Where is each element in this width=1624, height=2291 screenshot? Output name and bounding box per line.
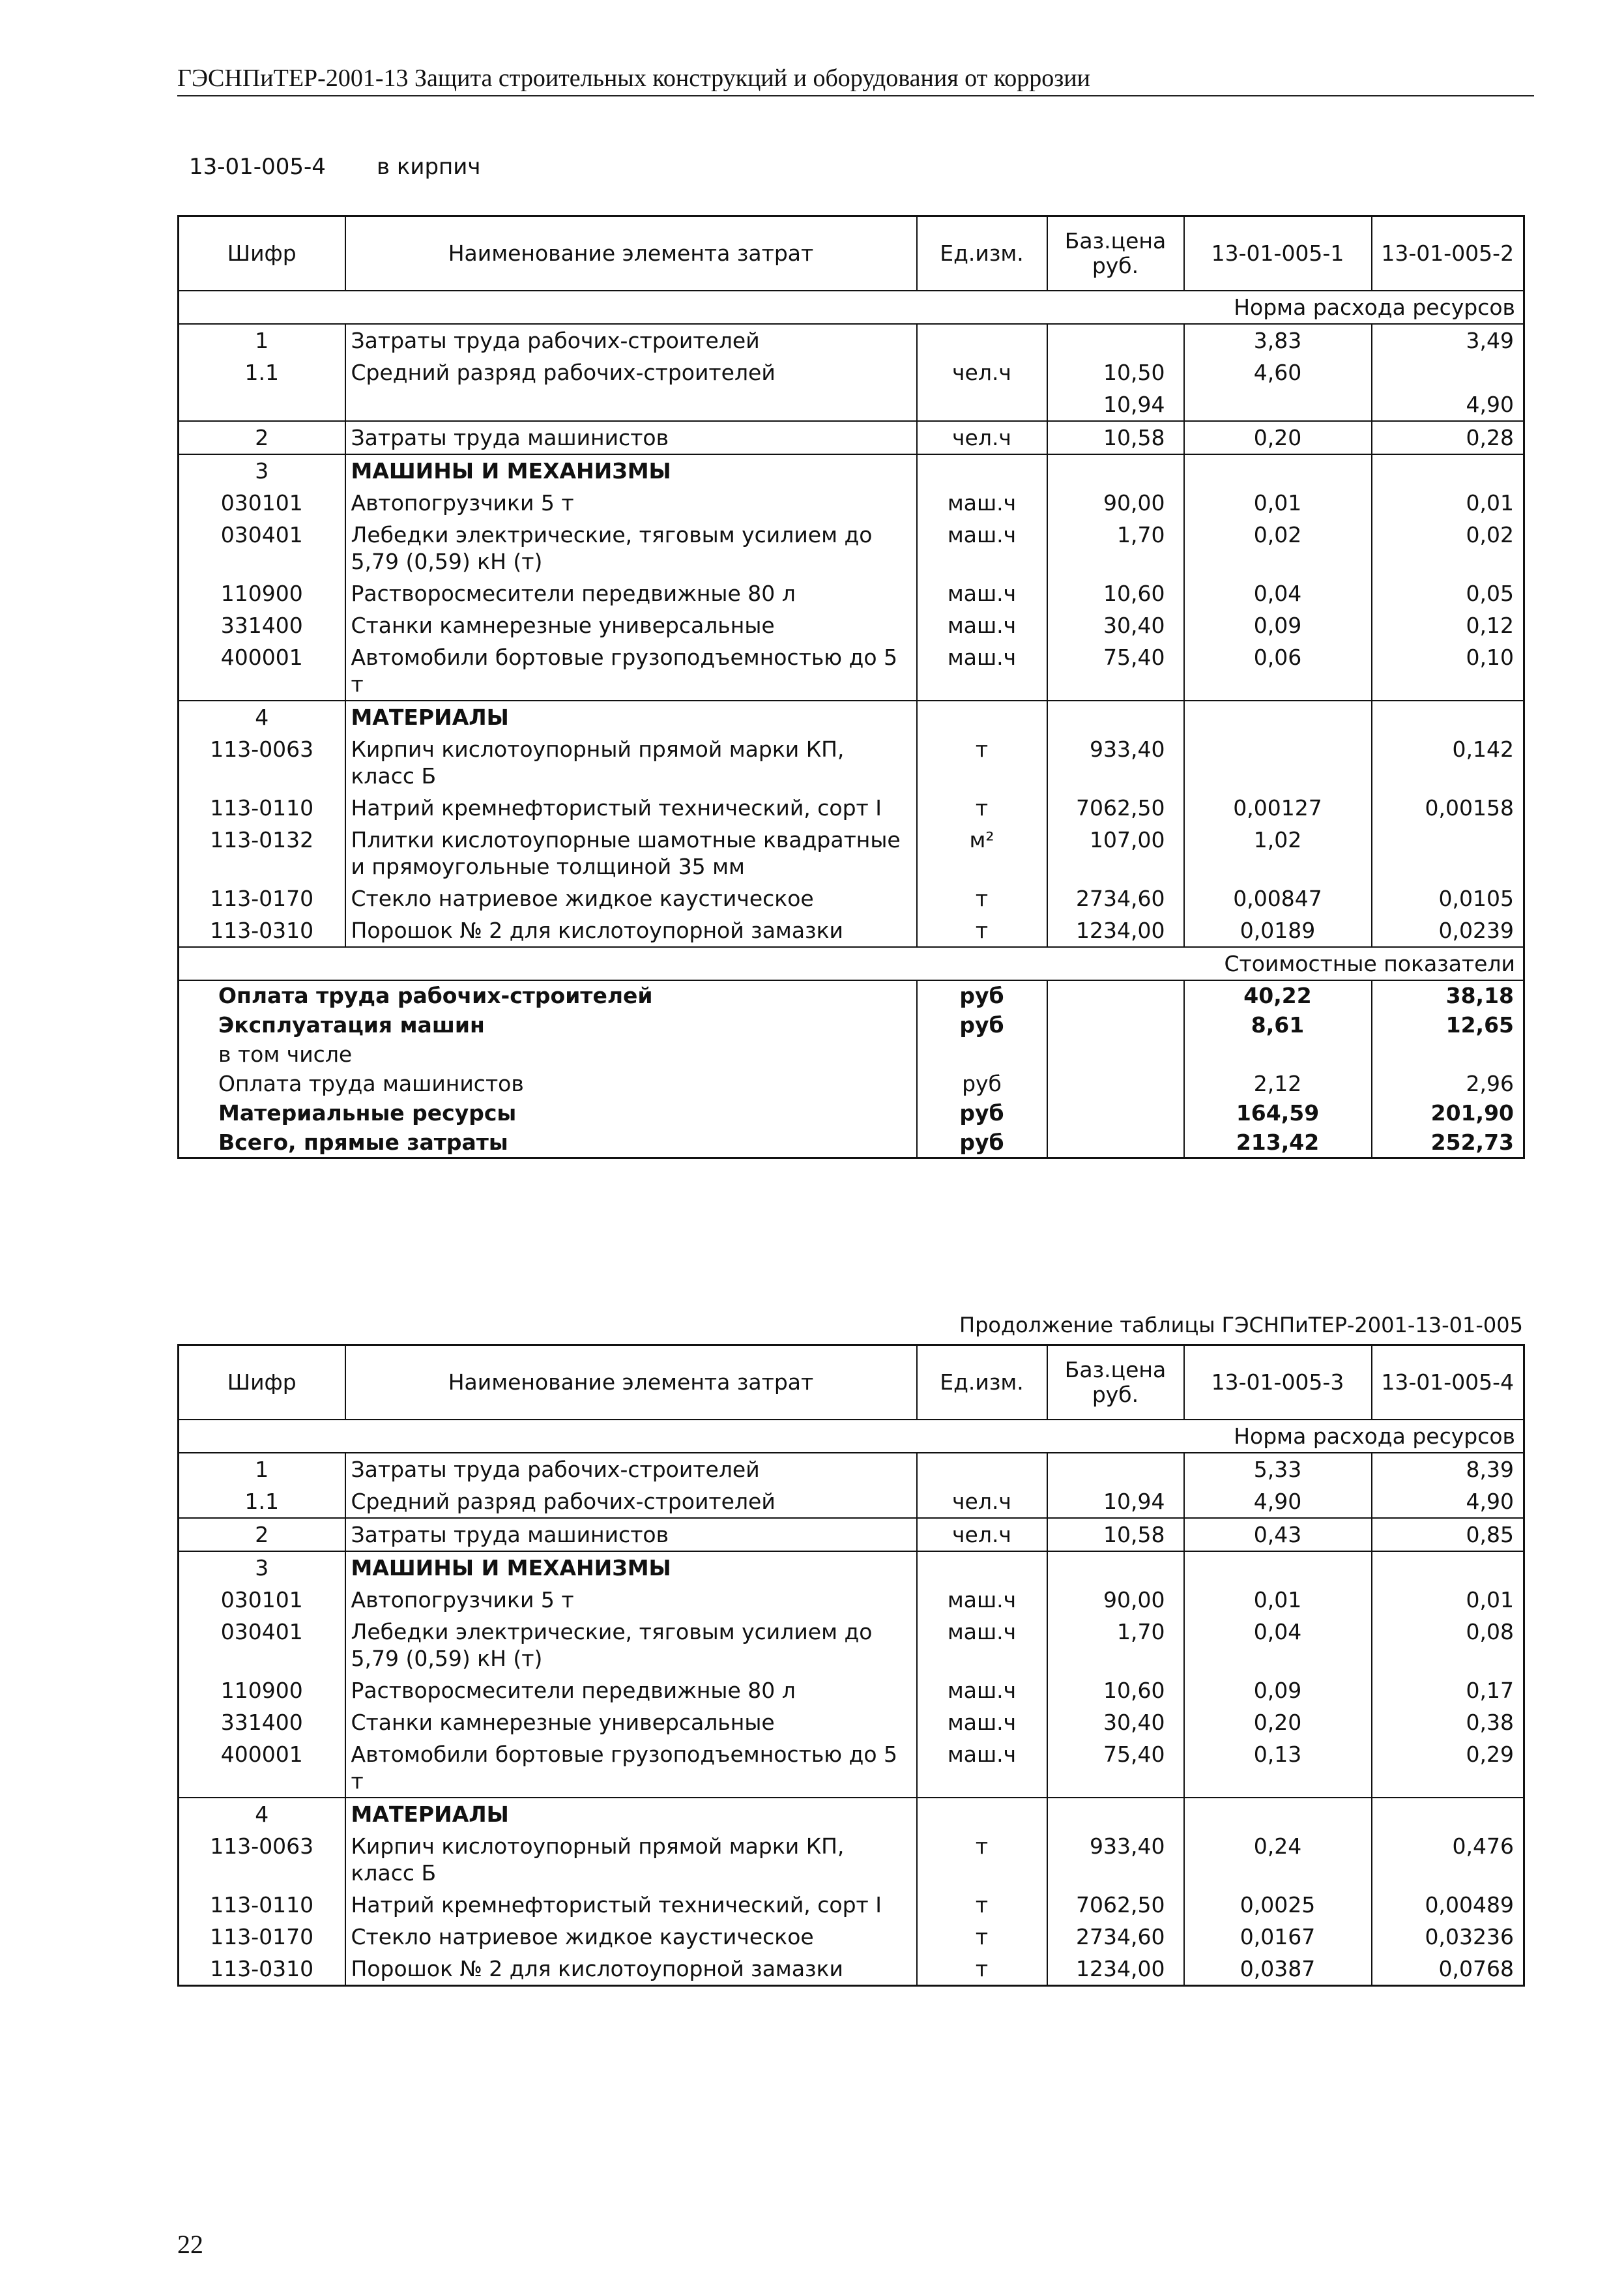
table-row bbox=[179, 1584, 1524, 1616]
row-norm-2: 0,01 bbox=[1466, 1587, 1514, 1612]
row-unit: чел.ч bbox=[917, 1518, 1047, 1551]
row-code: 2 bbox=[179, 421, 345, 454]
row-name: Затраты труда рабочих-строителей bbox=[345, 1453, 917, 1485]
cost-header-label: Стоимостные показатели bbox=[179, 947, 1524, 980]
row-name: МАШИНЫ И МЕХАНИЗМЫ bbox=[345, 454, 917, 487]
row-code: 113-0110 bbox=[179, 792, 345, 824]
row-norm-1: 0,20 bbox=[1184, 421, 1372, 454]
table-row bbox=[179, 357, 1524, 388]
summary-value-1: 2,12 bbox=[1184, 1069, 1372, 1098]
norm-header-label: Норма расхода ресурсов bbox=[179, 1420, 1524, 1453]
summary-row bbox=[179, 1040, 1524, 1069]
row-unit: т bbox=[917, 914, 1047, 947]
table-row bbox=[179, 883, 1524, 914]
row-norm-1 bbox=[1184, 454, 1372, 487]
row-code: 331400 bbox=[179, 1706, 345, 1738]
row-name: Кирпич кислотоупорный прямой марки КП, класс Б bbox=[345, 1830, 917, 1889]
row-price bbox=[1047, 454, 1184, 487]
row-unit: т bbox=[917, 1889, 1047, 1921]
section-code: 13-01-005-4 bbox=[189, 154, 326, 180]
row-unit: маш.ч bbox=[917, 1616, 1047, 1674]
row-norm-2: 4,90 bbox=[1466, 392, 1514, 417]
header-divider bbox=[177, 95, 1534, 96]
row-price: 90,00 bbox=[1047, 487, 1184, 519]
row-code: 113-0310 bbox=[179, 914, 345, 947]
norm-header-row bbox=[179, 1420, 1524, 1453]
row-code: 110900 bbox=[179, 577, 345, 609]
row-norm-2: 0,0239 bbox=[1438, 918, 1514, 943]
summary-value-1 bbox=[1184, 1040, 1372, 1069]
row-norm-2 bbox=[1372, 454, 1524, 487]
row-norm-1: 0,0025 bbox=[1184, 1889, 1372, 1921]
row-price: 10,50 bbox=[1047, 357, 1184, 388]
summary-value-1: 213,42 bbox=[1184, 1128, 1372, 1158]
row-code: 1 bbox=[179, 1453, 345, 1485]
row-unit: чел.ч bbox=[917, 357, 1047, 388]
row-unit: маш.ч bbox=[917, 487, 1047, 519]
summary-label: Оплата труда рабочих-строителей bbox=[179, 980, 917, 1010]
table-row bbox=[179, 641, 1524, 701]
col-header-code-2: 13-01-005-2 bbox=[1372, 216, 1524, 291]
row-norm-2: 0,29 bbox=[1466, 1742, 1514, 1767]
summary-unit: руб bbox=[917, 1098, 1047, 1128]
col-header-unit: Ед.изм. bbox=[917, 216, 1047, 291]
row-name: МАТЕРИАЛЫ bbox=[345, 1798, 917, 1830]
table-row bbox=[179, 1518, 1524, 1551]
row-norm-2: 0,0768 bbox=[1438, 1956, 1514, 1981]
row-name: Станки камнерезные универсальные bbox=[345, 1706, 917, 1738]
row-price bbox=[1047, 701, 1184, 733]
row-unit: т bbox=[917, 1830, 1047, 1889]
row-price: 10,58 bbox=[1047, 421, 1184, 454]
row-norm-1: 0,00127 bbox=[1184, 792, 1372, 824]
table-row bbox=[179, 609, 1524, 641]
row-norm-2: 0,05 bbox=[1466, 581, 1514, 606]
table-row bbox=[179, 1921, 1524, 1953]
table-row bbox=[179, 1830, 1524, 1889]
section-description: в кирпич bbox=[377, 154, 481, 180]
row-norm-1: 1,02 bbox=[1184, 824, 1372, 883]
row-name: Растворосмесители передвижные 80 л bbox=[345, 1674, 917, 1706]
row-price: 2734,60 bbox=[1047, 883, 1184, 914]
row-norm-2 bbox=[1372, 1551, 1524, 1584]
row-code bbox=[179, 388, 345, 421]
row-price bbox=[1047, 324, 1184, 357]
table-row bbox=[179, 792, 1524, 824]
row-norm-2: 0,0105 bbox=[1438, 886, 1514, 911]
col-header-code-3: 13-01-005-3 bbox=[1184, 1345, 1372, 1420]
summary-unit: руб bbox=[917, 980, 1047, 1010]
row-unit: чел.ч bbox=[917, 421, 1047, 454]
summary-spacer bbox=[1047, 1098, 1184, 1128]
cost-header-row bbox=[179, 947, 1524, 980]
row-code: 110900 bbox=[179, 1674, 345, 1706]
row-price: 7062,50 bbox=[1047, 1889, 1184, 1921]
row-norm-1: 0,09 bbox=[1184, 609, 1372, 641]
table-row bbox=[179, 1953, 1524, 1986]
row-norm-1: 5,33 bbox=[1184, 1453, 1372, 1485]
row-norm-1: 0,01 bbox=[1184, 1584, 1372, 1616]
row-code: 331400 bbox=[179, 609, 345, 641]
row-norm-1: 0,0189 bbox=[1184, 914, 1372, 947]
row-norm-1: 0,04 bbox=[1184, 577, 1372, 609]
row-norm-2: 0,28 bbox=[1372, 421, 1524, 454]
row-norm-2 bbox=[1372, 1798, 1524, 1830]
row-norm-2: 0,10 bbox=[1466, 645, 1514, 670]
row-norm-1: 4,60 bbox=[1184, 357, 1372, 388]
summary-row bbox=[179, 1098, 1524, 1128]
row-code: 113-0132 bbox=[179, 824, 345, 883]
summary-label: Оплата труда машинистов bbox=[179, 1069, 917, 1098]
row-norm-2: 0,01 bbox=[1466, 490, 1514, 516]
row-unit bbox=[917, 388, 1047, 421]
row-unit: т bbox=[917, 1921, 1047, 1953]
row-norm-1: 4,90 bbox=[1184, 1485, 1372, 1518]
row-price: 2734,60 bbox=[1047, 1921, 1184, 1953]
row-code: 400001 bbox=[179, 641, 345, 701]
row-name: Затраты труда машинистов bbox=[345, 1518, 917, 1551]
row-name: Автопогрузчики 5 т bbox=[345, 487, 917, 519]
row-code: 2 bbox=[179, 1518, 345, 1551]
row-price: 10,58 bbox=[1047, 1518, 1184, 1551]
row-code: 113-0170 bbox=[179, 883, 345, 914]
table-row bbox=[179, 1453, 1524, 1485]
row-code: 4 bbox=[179, 701, 345, 733]
row-price: 75,40 bbox=[1047, 1738, 1184, 1798]
row-norm-2 bbox=[1372, 357, 1524, 388]
table-row bbox=[179, 519, 1524, 577]
row-norm-1: 0,02 bbox=[1184, 519, 1372, 577]
row-name: Затраты труда машинистов bbox=[345, 421, 917, 454]
row-unit: маш.ч bbox=[917, 1584, 1047, 1616]
row-unit: м² bbox=[917, 824, 1047, 883]
row-price bbox=[1047, 1551, 1184, 1584]
row-norm-2: 0,142 bbox=[1452, 737, 1514, 762]
row-price: 1234,00 bbox=[1047, 1953, 1184, 1986]
col-header-unit: Ед.изм. bbox=[917, 1345, 1047, 1420]
row-unit bbox=[917, 1551, 1047, 1584]
row-price: 10,60 bbox=[1047, 1674, 1184, 1706]
row-code: 3 bbox=[179, 1551, 345, 1584]
row-unit bbox=[917, 1453, 1047, 1485]
row-price: 10,94 bbox=[1047, 1485, 1184, 1518]
row-name: Порошок № 2 для кислотоупорной замазки bbox=[345, 914, 917, 947]
table-row bbox=[179, 824, 1524, 883]
table-row bbox=[179, 487, 1524, 519]
row-unit bbox=[917, 454, 1047, 487]
norm-header-label: Норма расхода ресурсов bbox=[179, 291, 1524, 324]
col-header-name: Наименование элемента затрат bbox=[345, 1345, 917, 1420]
row-code: 1.1 bbox=[179, 1485, 345, 1518]
row-norm-1 bbox=[1184, 388, 1372, 421]
row-name: Лебедки электрические, тяговым усилием до 5,79 (0,59) кН (т) bbox=[345, 1616, 917, 1674]
row-price: 30,40 bbox=[1047, 1706, 1184, 1738]
summary-row bbox=[179, 980, 1524, 1010]
row-name: Порошок № 2 для кислотоупорной замазки bbox=[345, 1953, 917, 1986]
row-unit: маш.ч bbox=[917, 1674, 1047, 1706]
row-name: Стекло натриевое жидкое каустическое bbox=[345, 1921, 917, 1953]
summary-value-2: 252,73 bbox=[1430, 1130, 1514, 1155]
row-name: Натрий кремнефтористый технический, сорт I bbox=[345, 792, 917, 824]
row-norm-2: 0,00489 bbox=[1425, 1892, 1514, 1918]
row-price: 90,00 bbox=[1047, 1584, 1184, 1616]
table-row bbox=[179, 914, 1524, 947]
row-name: Затраты труда рабочих-строителей bbox=[345, 324, 917, 357]
row-name: МАШИНЫ И МЕХАНИЗМЫ bbox=[345, 1551, 917, 1584]
summary-label: в том числе bbox=[179, 1040, 917, 1069]
summary-spacer bbox=[1047, 1128, 1184, 1158]
row-unit bbox=[917, 1798, 1047, 1830]
table-row bbox=[179, 1706, 1524, 1738]
row-norm-1: 0,04 bbox=[1184, 1616, 1372, 1674]
table-header-row bbox=[179, 1345, 1524, 1420]
table-row bbox=[179, 577, 1524, 609]
resource-table-1 bbox=[177, 215, 1525, 1159]
row-name: Кирпич кислотоупорный прямой марки КП, класс Б bbox=[345, 733, 917, 792]
row-norm-2: 3,49 bbox=[1372, 324, 1524, 357]
row-norm-1 bbox=[1184, 1551, 1372, 1584]
summary-label: Материальные ресурсы bbox=[179, 1098, 917, 1128]
row-unit: маш.ч bbox=[917, 577, 1047, 609]
row-norm-1: 3,83 bbox=[1184, 324, 1372, 357]
row-price: 1,70 bbox=[1047, 1616, 1184, 1674]
row-unit: чел.ч bbox=[917, 1485, 1047, 1518]
row-unit: т bbox=[917, 792, 1047, 824]
table-row bbox=[179, 1674, 1524, 1706]
row-norm-2: 0,00158 bbox=[1425, 795, 1514, 821]
row-norm-1: 0,20 bbox=[1184, 1706, 1372, 1738]
row-code: 113-0310 bbox=[179, 1953, 345, 1986]
row-name: Плитки кислотоупорные шамотные квадратные и прямоугольные толщиной 35 мм bbox=[345, 824, 917, 883]
col-header-code-1: 13-01-005-1 bbox=[1184, 216, 1372, 291]
table-row bbox=[179, 388, 1524, 421]
summary-value-2: 201,90 bbox=[1430, 1100, 1514, 1126]
row-price: 30,40 bbox=[1047, 609, 1184, 641]
row-name: Лебедки электрические, тяговым усилием до 5,79 (0,59) кН (т) bbox=[345, 519, 917, 577]
row-norm-1: 0,09 bbox=[1184, 1674, 1372, 1706]
row-code: 400001 bbox=[179, 1738, 345, 1798]
summary-spacer bbox=[1047, 1040, 1184, 1069]
table-row bbox=[179, 733, 1524, 792]
row-unit: маш.ч bbox=[917, 641, 1047, 701]
row-price bbox=[1047, 1798, 1184, 1830]
row-norm-1 bbox=[1184, 701, 1372, 733]
summary-value-1: 8,61 bbox=[1184, 1010, 1372, 1040]
row-norm-2: 0,12 bbox=[1466, 613, 1514, 638]
row-price: 107,00 bbox=[1047, 824, 1184, 883]
row-norm-2: 0,476 bbox=[1452, 1833, 1514, 1859]
row-norm-1: 0,0387 bbox=[1184, 1953, 1372, 1986]
row-code: 4 bbox=[179, 1798, 345, 1830]
row-norm-1 bbox=[1184, 1798, 1372, 1830]
row-unit: т bbox=[917, 733, 1047, 792]
summary-label: Всего, прямые затраты bbox=[179, 1128, 917, 1158]
row-code: 113-0063 bbox=[179, 733, 345, 792]
col-header-code: Шифр bbox=[179, 216, 345, 291]
row-unit: маш.ч bbox=[917, 609, 1047, 641]
row-name: Средний разряд рабочих-строителей bbox=[345, 357, 917, 388]
row-name: Автомобили бортовые грузоподъемностью до 5 т bbox=[345, 1738, 917, 1798]
col-header-code: Шифр bbox=[179, 1345, 345, 1420]
row-norm-2: 0,85 bbox=[1372, 1518, 1524, 1551]
row-norm-1: 0,0167 bbox=[1184, 1921, 1372, 1953]
summary-row bbox=[179, 1128, 1524, 1158]
summary-spacer bbox=[1047, 1069, 1184, 1098]
row-name bbox=[345, 388, 917, 421]
row-norm-1: 0,01 bbox=[1184, 487, 1372, 519]
row-price: 933,40 bbox=[1047, 1830, 1184, 1889]
summary-value-2: 38,18 bbox=[1445, 983, 1514, 1008]
row-unit: маш.ч bbox=[917, 1738, 1047, 1798]
table-row bbox=[179, 421, 1524, 454]
row-code: 113-0110 bbox=[179, 1889, 345, 1921]
col-header-price: Баз.цена руб. bbox=[1047, 216, 1184, 291]
table-row bbox=[179, 701, 1524, 733]
summary-spacer bbox=[1047, 980, 1184, 1010]
row-code: 030101 bbox=[179, 487, 345, 519]
row-norm-2: 0,38 bbox=[1466, 1710, 1514, 1735]
row-norm-1: 0,00847 bbox=[1184, 883, 1372, 914]
table-row bbox=[179, 454, 1524, 487]
row-norm-1 bbox=[1184, 733, 1372, 792]
row-norm-2: 0,02 bbox=[1466, 522, 1514, 547]
row-norm-2 bbox=[1372, 824, 1524, 883]
row-code: 030401 bbox=[179, 519, 345, 577]
table-header-row bbox=[179, 216, 1524, 291]
row-norm-2: 4,90 bbox=[1466, 1489, 1514, 1514]
row-norm-2: 0,03236 bbox=[1425, 1924, 1514, 1949]
table-row bbox=[179, 1616, 1524, 1674]
table-row bbox=[179, 324, 1524, 357]
table-row bbox=[179, 1485, 1524, 1518]
row-name: Растворосмесители передвижные 80 л bbox=[345, 577, 917, 609]
row-name: МАТЕРИАЛЫ bbox=[345, 701, 917, 733]
table-row bbox=[179, 1551, 1524, 1584]
row-norm-2: 0,08 bbox=[1466, 1619, 1514, 1644]
summary-unit bbox=[917, 1040, 1047, 1069]
row-name: Автомобили бортовые грузоподъемностью до 5 т bbox=[345, 641, 917, 701]
table-row bbox=[179, 1738, 1524, 1798]
row-unit: т bbox=[917, 883, 1047, 914]
row-norm-1: 0,13 bbox=[1184, 1738, 1372, 1798]
row-norm-1: 0,06 bbox=[1184, 641, 1372, 701]
table-row bbox=[179, 1889, 1524, 1921]
row-price: 7062,50 bbox=[1047, 792, 1184, 824]
table-row bbox=[179, 1798, 1524, 1830]
norm-header-row bbox=[179, 291, 1524, 324]
row-code: 1 bbox=[179, 324, 345, 357]
row-norm-2 bbox=[1372, 701, 1524, 733]
row-norm-1: 0,43 bbox=[1184, 1518, 1372, 1551]
row-name: Средний разряд рабочих-строителей bbox=[345, 1485, 917, 1518]
document-header-title: ГЭСНПиТЕР-2001-13 Защита строительных конструкций и оборудования от коррозии bbox=[177, 65, 1090, 92]
row-price bbox=[1047, 1453, 1184, 1485]
summary-row bbox=[179, 1010, 1524, 1040]
summary-value-2 bbox=[1372, 1040, 1524, 1069]
summary-unit: руб bbox=[917, 1128, 1047, 1158]
row-unit: т bbox=[917, 1953, 1047, 1986]
summary-value-2: 12,65 bbox=[1445, 1012, 1514, 1038]
row-name: Станки камнерезные универсальные bbox=[345, 609, 917, 641]
col-header-code-4: 13-01-005-4 bbox=[1372, 1345, 1524, 1420]
row-unit: маш.ч bbox=[917, 519, 1047, 577]
summary-value-1: 40,22 bbox=[1184, 980, 1372, 1010]
summary-value-1: 164,59 bbox=[1184, 1098, 1372, 1128]
row-norm-1: 0,24 bbox=[1184, 1830, 1372, 1889]
row-price: 75,40 bbox=[1047, 641, 1184, 701]
resource-table-2 bbox=[177, 1344, 1525, 1987]
row-code: 113-0170 bbox=[179, 1921, 345, 1953]
row-price: 1,70 bbox=[1047, 519, 1184, 577]
row-unit bbox=[917, 701, 1047, 733]
summary-row bbox=[179, 1069, 1524, 1098]
row-name: Стекло натриевое жидкое каустическое bbox=[345, 883, 917, 914]
row-price: 10,60 bbox=[1047, 577, 1184, 609]
summary-unit: руб bbox=[917, 1069, 1047, 1098]
summary-spacer bbox=[1047, 1010, 1184, 1040]
row-code: 030401 bbox=[179, 1616, 345, 1674]
page-number: 22 bbox=[177, 2230, 203, 2259]
row-norm-2: 0,17 bbox=[1466, 1678, 1514, 1703]
row-norm-2: 8,39 bbox=[1372, 1453, 1524, 1485]
row-price: 1234,00 bbox=[1047, 914, 1184, 947]
row-code: 1.1 bbox=[179, 357, 345, 388]
row-unit bbox=[917, 324, 1047, 357]
summary-unit: руб bbox=[917, 1010, 1047, 1040]
row-name: Натрий кремнефтористый технический, сорт I bbox=[345, 1889, 917, 1921]
summary-value-2: 2,96 bbox=[1466, 1071, 1514, 1096]
row-code: 030101 bbox=[179, 1584, 345, 1616]
row-price: 10,94 bbox=[1047, 388, 1184, 421]
row-code: 3 bbox=[179, 454, 345, 487]
row-name: Автопогрузчики 5 т bbox=[345, 1584, 917, 1616]
row-unit: маш.ч bbox=[917, 1706, 1047, 1738]
continuation-caption: Продолжение таблицы ГЭСНПиТЕР-2001-13-01-005 bbox=[959, 1313, 1523, 1337]
col-header-price: Баз.цена руб. bbox=[1047, 1345, 1184, 1420]
summary-label: Эксплуатация машин bbox=[179, 1010, 917, 1040]
row-code: 113-0063 bbox=[179, 1830, 345, 1889]
row-price: 933,40 bbox=[1047, 733, 1184, 792]
col-header-name: Наименование элемента затрат bbox=[345, 216, 917, 291]
